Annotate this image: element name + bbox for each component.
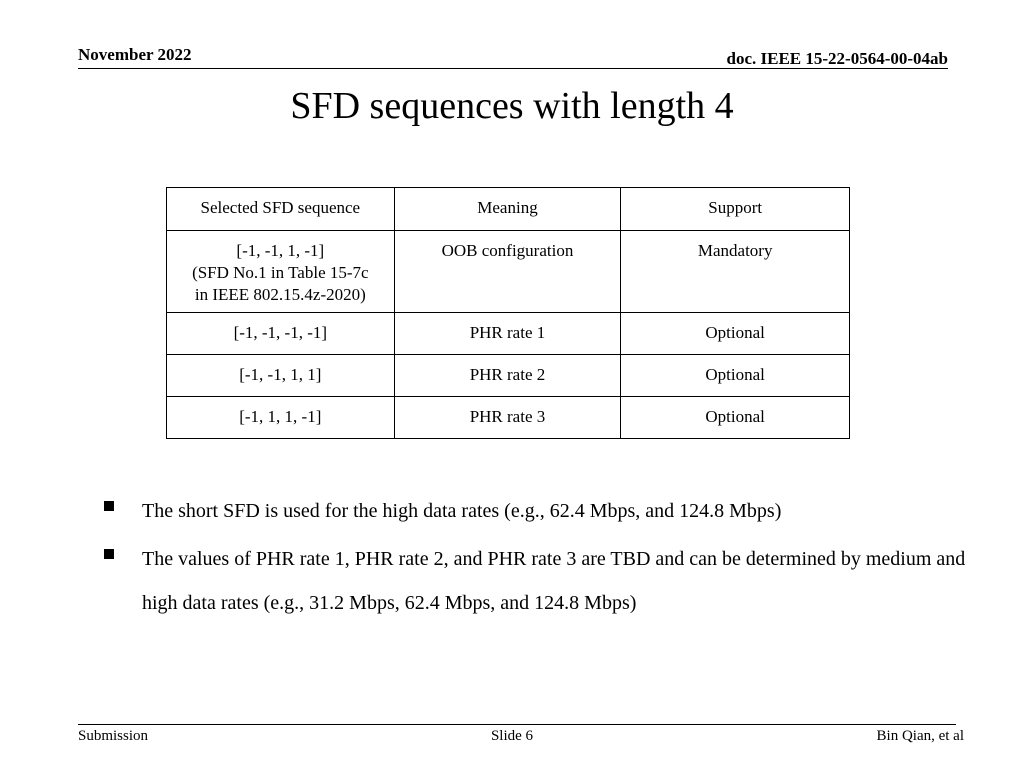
table-cell-support: Optional bbox=[621, 355, 850, 397]
bullet-text: The short SFD is used for the high data rates (e.g., 62.4 Mbps, and 124.8 Mbps) bbox=[142, 500, 782, 522]
footer-author: Bin Qian, et al bbox=[876, 728, 964, 744]
square-bullet-icon bbox=[104, 549, 114, 559]
table-header-cell: Selected SFD sequence bbox=[167, 188, 395, 231]
bullet-item bbox=[104, 489, 974, 533]
header-date: November 2022 bbox=[78, 45, 192, 64]
table-cell-meaning: PHR rate 2 bbox=[394, 355, 621, 397]
table-cell-support: Optional bbox=[621, 397, 850, 439]
table-cell-support: Optional bbox=[621, 313, 850, 355]
table-row bbox=[167, 397, 850, 439]
footer-slide-number: Slide 6 bbox=[490, 728, 534, 744]
table-header-cell: Support bbox=[621, 188, 850, 231]
table-cell-meaning: OOB configuration bbox=[394, 231, 621, 313]
table-header-cell: Meaning bbox=[394, 188, 621, 231]
table-cell-sequence: [-1, -1, 1, 1] bbox=[167, 355, 395, 397]
header-divider bbox=[78, 68, 948, 69]
bullet-list bbox=[104, 489, 974, 625]
sequence-note: in IEEE 802.15.4z-2020) bbox=[194, 285, 366, 304]
sequence-note: (SFD No.1 in Table 15-7c bbox=[192, 263, 369, 282]
table-row bbox=[167, 355, 850, 397]
table-header-row bbox=[167, 188, 850, 231]
header-doc-id: doc. IEEE 15-22-0564-00-04ab bbox=[726, 49, 948, 68]
bullet-text: The values of PHR rate 1, PHR rate 2, and PHR rate 3 are TBD and can be determined by medium and high data rates (e.g., 31.2 Mbps, 62.4 Mbps, and 124.8 Mbps) bbox=[142, 548, 966, 614]
table-cell-sequence: [-1, 1, 1, -1] bbox=[167, 397, 395, 439]
table-cell-sequence: [-1, -1, -1, -1] bbox=[167, 313, 395, 355]
footer-divider bbox=[78, 724, 956, 725]
footer-submission: Submission bbox=[78, 728, 149, 744]
sequence-value: [-1, -1, 1, -1] bbox=[236, 241, 325, 260]
table-cell-meaning: PHR rate 3 bbox=[394, 397, 621, 439]
table-cell-meaning: PHR rate 1 bbox=[394, 313, 621, 355]
table-row bbox=[167, 313, 850, 355]
slide-title: SFD sequences with length 4 bbox=[290, 85, 734, 127]
table-cell-sequence bbox=[167, 231, 395, 313]
bullet-item bbox=[104, 537, 974, 625]
square-bullet-icon bbox=[104, 501, 114, 511]
table-row bbox=[167, 231, 850, 313]
sfd-table bbox=[166, 187, 850, 439]
table-cell-support: Mandatory bbox=[621, 231, 850, 313]
